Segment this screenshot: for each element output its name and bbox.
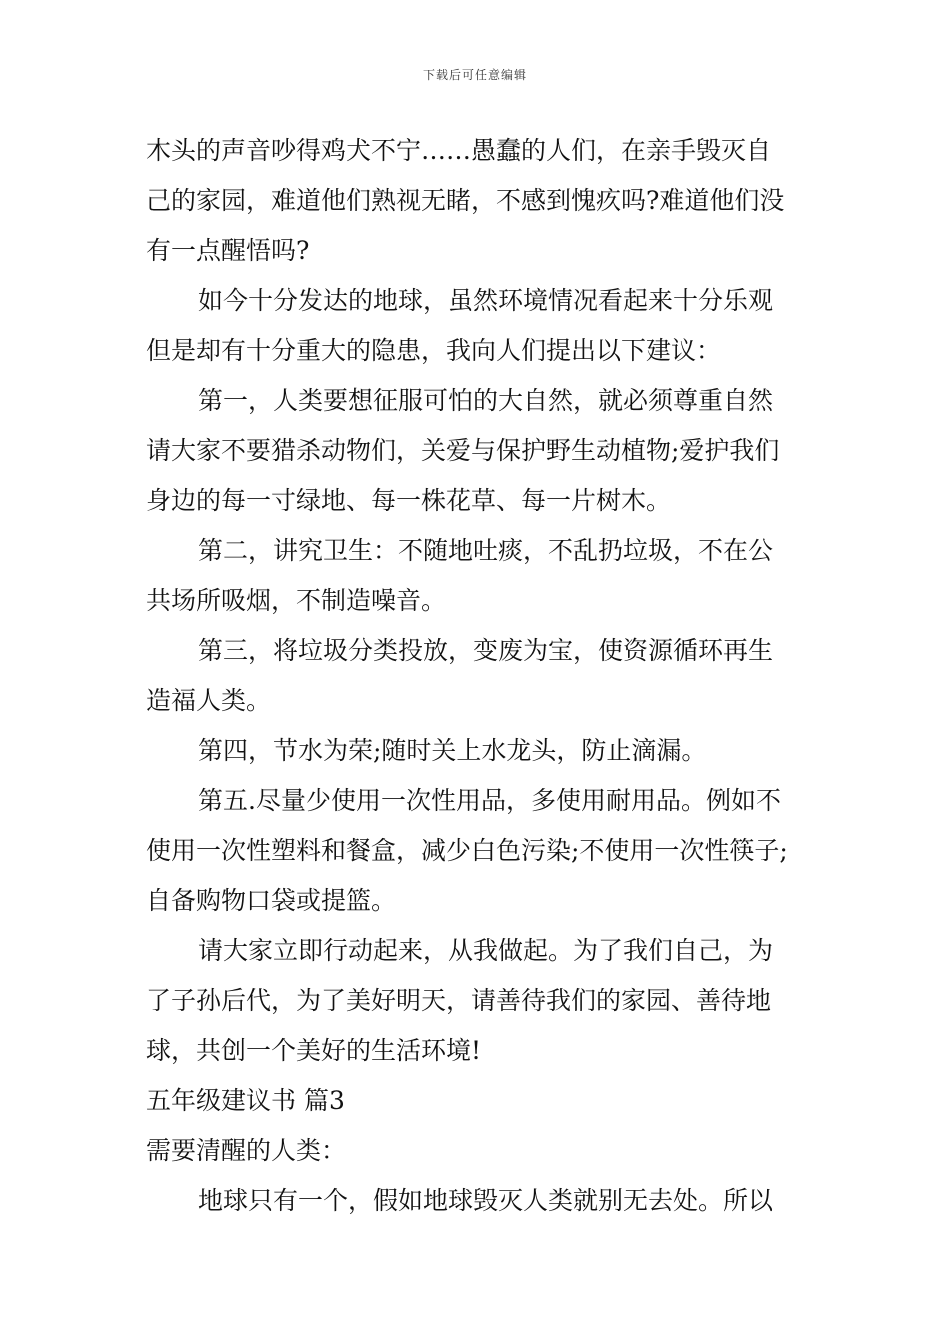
closing-paragraph-line: 请大家立即行动起来，从我做起。为了我们自己，为 [198, 936, 774, 965]
document-body [146, 126, 816, 1226]
text-line-10: 共场所吸烟，不制造噪音。 [146, 586, 447, 615]
suggestion-2-line: 第二，讲究卫生：不随地吐痰，不乱扔垃圾，不在公 [198, 536, 774, 565]
text-line-15: 使用一次性塑料和餐盒，减少白色污染;不使用一次性筷子; [146, 836, 788, 865]
text-line-8: 身边的每一寸绿地、每一株花草、每一片树木。 [146, 486, 672, 515]
suggestion-1-line: 第一，人类要想征服可怕的大自然，就必须尊重自然 [198, 386, 774, 415]
text-line-7: 请大家不要猎杀动物们，关爱与保护野生动植物;爱护我们 [146, 436, 780, 465]
text-line-22: 地球只有一个，假如地球毁灭人类就别无去处。所以 [198, 1186, 774, 1215]
text-line-19: 球，共创一个美好的生活环境! [146, 1036, 482, 1065]
header-note: 下载后可任意编辑 [422, 68, 527, 82]
suggestion-5-line: 第五.尽量少使用一次性用品，多使用耐用品。例如不 [198, 786, 781, 815]
text-line-3: 有一点醒悟吗? [146, 236, 310, 265]
section-heading: 五年级建议书 篇3 [146, 1086, 345, 1115]
text-line-5: 但是却有十分重大的隐患，我向人们提出以下建议： [146, 336, 722, 365]
text-line-16: 自备购物口袋或提篮。 [146, 886, 397, 915]
salutation: 需要清醒的人类： [146, 1136, 347, 1165]
text-line-1: 木头的声音吵得鸡犬不宁……愚蠢的人们，在亲手毁灭自 [146, 136, 772, 165]
text-line-12: 造福人类。 [146, 686, 272, 715]
text-line-18: 了子孙后代，为了美好明天，请善待我们的家园、善待地 [146, 986, 772, 1015]
paragraph-first-line: 如今十分发达的地球，虽然环境情况看起来十分乐观 [198, 286, 774, 315]
suggestion-3-line: 第三，将垃圾分类投放，变废为宝，使资源循环再生 [198, 636, 774, 665]
text-line-2: 己的家园，难道他们熟视无睹，不感到愧疚吗?难道他们没 [146, 186, 785, 215]
suggestion-4-line: 第四，节水为荣;随时关上水龙头，防止滴漏。 [198, 736, 707, 765]
